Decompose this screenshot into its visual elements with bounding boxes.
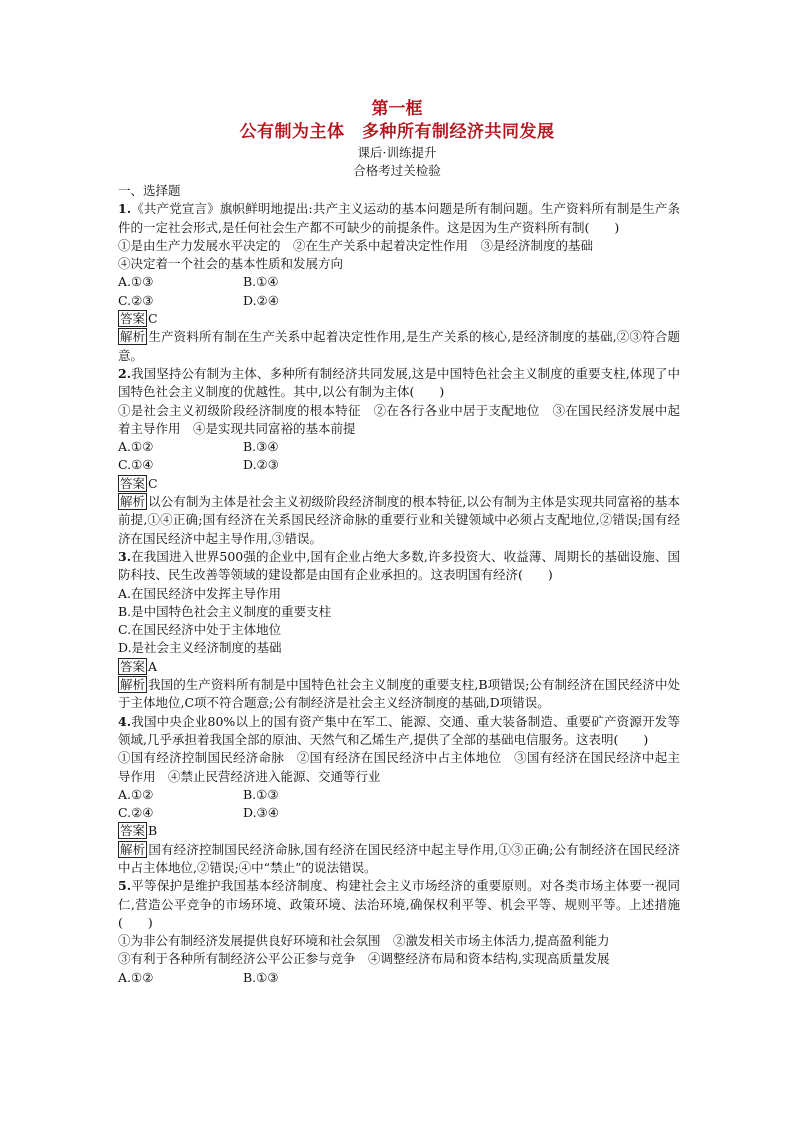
- frame-title: 第一框: [371, 99, 423, 119]
- statement-line: ①是社会主义初级阶段经济制度的根本特征 ②在各行各业中居于支配地位 ③在国民经济发展中起着主导作用 ④是实现共同富裕的基本前提: [118, 402, 680, 436]
- option-item: B.是中国特色社会主义制度的重要支柱: [118, 603, 332, 619]
- analysis-tag: 解析: [120, 494, 146, 510]
- question-text: 我国坚持公有制为主体、多种所有制经济共同发展,这是中国特色社会主义制度的重要支柱,体现了中国特色社会主义制度的优越性。其中,以公有制为主体( ): [118, 365, 680, 400]
- question-item: [118, 877, 680, 987]
- question-stem: [118, 548, 680, 585]
- question-item: [118, 713, 680, 878]
- option-row: [118, 292, 680, 310]
- option-item: D.②③: [243, 457, 279, 473]
- answer-tag: 答案: [120, 311, 146, 327]
- statement-line: ①是由生产力发展水平决定的 ②在生产关系中起着决定性作用 ③是经济制度的基础: [118, 237, 594, 253]
- analysis-tag: 解析: [120, 677, 146, 693]
- option-item: A.①②: [118, 786, 154, 802]
- question-stem: [118, 713, 680, 750]
- answer-value: A: [148, 658, 158, 674]
- lesson-title: 公有制为主体 多种所有制经济共同发展: [239, 122, 555, 142]
- option-item: B.①④: [243, 274, 279, 290]
- statement-line: ③有利于各种所有制经济公平公正参与竞争 ④调整经济布局和资本结构,实现高质量发展: [118, 951, 610, 967]
- question-content: [118, 182, 680, 987]
- answer-value: C: [148, 311, 158, 327]
- option-item: D.③④: [243, 805, 279, 821]
- question-list: [118, 200, 680, 987]
- analysis-tag: 解析: [120, 329, 146, 345]
- option-row: [118, 786, 680, 804]
- title-block: [0, 98, 794, 180]
- analysis-text: 以公有制为主体是社会主义初级阶段经济制度的根本特征,以公有制为主体是实现共同富裕的基本前提,①④正确;国有经济在关系国民经济命脉的重要行业和关键领域中必须占支配地位,②错误;国有经济在国民经济中起主导作用,③错误。: [118, 494, 680, 546]
- question-stem: [118, 877, 680, 932]
- analysis-text: 生产资料所有制在生产关系中起着决定性作用,是生产关系的核心,是经济制度的基础,②③符合题意。: [118, 329, 680, 363]
- question-number: 4.: [118, 713, 132, 729]
- question-number: 2.: [118, 365, 132, 381]
- question-stem: [118, 365, 680, 402]
- option-item: A.在国民经济中发挥主导作用: [118, 585, 282, 601]
- analysis-line: [118, 841, 680, 878]
- answer-line: [118, 658, 680, 676]
- option-item: C.在国民经济中处于主体地位: [118, 622, 282, 638]
- question-item: [118, 200, 680, 365]
- option-item: B.①③: [243, 969, 279, 985]
- option-item: B.③④: [243, 439, 279, 455]
- option-item: A.①②: [118, 439, 154, 455]
- option-item: C.②③: [118, 292, 154, 308]
- option-row: [118, 456, 680, 474]
- statement-line: ④决定着一个社会的基本性质和发展方向: [118, 256, 344, 272]
- question-stem: [118, 200, 680, 237]
- option-item: C.①④: [118, 457, 154, 473]
- analysis-text: 国有经济控制国民经济命脉,国有经济在国民经济中起主导作用,①③正确;公有制经济在国民经济中占主体地位,②错误;④中“禁止”的说法错误。: [118, 841, 680, 875]
- answer-tag: 答案: [120, 475, 146, 491]
- option-item: A.①②: [118, 969, 154, 985]
- question-text: 《共产党宣言》旗帜鲜明地提出:共产主义运动的基本问题是所有制问题。生产资料所有制是生产条件的一定社会形式,是任何社会生产都不可缺少的前提条件。这是因为生产资料所有制( ): [118, 201, 680, 235]
- answer-line: [118, 310, 680, 328]
- level-label: 合格考过关检验: [353, 163, 441, 178]
- statement-line: ①为非公有制经济发展提供良好环境和社会氛围 ②激发相关市场主体活力,提高盈利能力: [118, 933, 610, 949]
- option-item: C.②④: [118, 805, 154, 821]
- question-number: 5.: [118, 878, 132, 894]
- question-text: 在我国进入世界500强的企业中,国有企业占绝大多数,许多投资大、收益薄、周期长的基础设施、国防科技、民生改善等领域的建设都是由国有企业承担的。这表明国有经济( ): [118, 548, 680, 583]
- question-text: 平等保护是维护我国基本经济制度、构建社会主义市场经济的重要原则。对各类市场主体要一视同仁,营造公平竞争的市场环境、政策环境、法治环境,确保权利平等、机会平等、规则平等。上述措施( ): [118, 878, 680, 930]
- analysis-line: [118, 493, 680, 548]
- question-item: [118, 548, 680, 713]
- question-item: [118, 365, 680, 548]
- answer-value: B: [148, 823, 158, 839]
- analysis-text: 我国的生产资料所有制是中国特色社会主义制度的重要支柱,B项错误;公有制经济在国民经济中处于主体地位,C项不符合题意;公有制经济是社会主义经济制度的基础,D项错误。: [118, 677, 680, 711]
- subtitle: 课后·训练提升: [357, 145, 437, 160]
- option-row: [118, 438, 680, 456]
- analysis-tag: 解析: [120, 841, 146, 857]
- option-row: [118, 804, 680, 822]
- statement-line: ①国有经济控制国民经济命脉 ②国有经济在国民经济中占主体地位 ③国有经济在国民经济中起主导作用 ④禁止民营经济进入能源、交通等行业: [118, 750, 680, 784]
- option-item: D.②④: [243, 292, 279, 308]
- option-item: D.是社会主义经济制度的基础: [118, 640, 282, 656]
- answer-line: [118, 822, 680, 840]
- answer-value: C: [148, 475, 158, 491]
- option-row: [118, 273, 680, 291]
- option-row: [118, 969, 680, 987]
- analysis-line: [118, 676, 680, 713]
- answer-tag: 答案: [120, 658, 146, 674]
- analysis-line: [118, 328, 680, 365]
- question-number: 3.: [118, 548, 132, 564]
- option-item: B.①③: [243, 786, 279, 802]
- question-number: 1.: [118, 201, 132, 217]
- answer-tag: 答案: [120, 823, 146, 839]
- answer-line: [118, 475, 680, 493]
- option-item: A.①③: [118, 274, 154, 290]
- section-label: 一、选择题: [118, 183, 181, 198]
- question-text: 我国中央企业80%以上的国有资产集中在军工、能源、交通、重大装备制造、重要矿产资源开发等领域,几乎承担着我国全部的原油、天然气和乙烯生产,提供了全部的基础电信服务。这表明( ): [118, 713, 680, 747]
